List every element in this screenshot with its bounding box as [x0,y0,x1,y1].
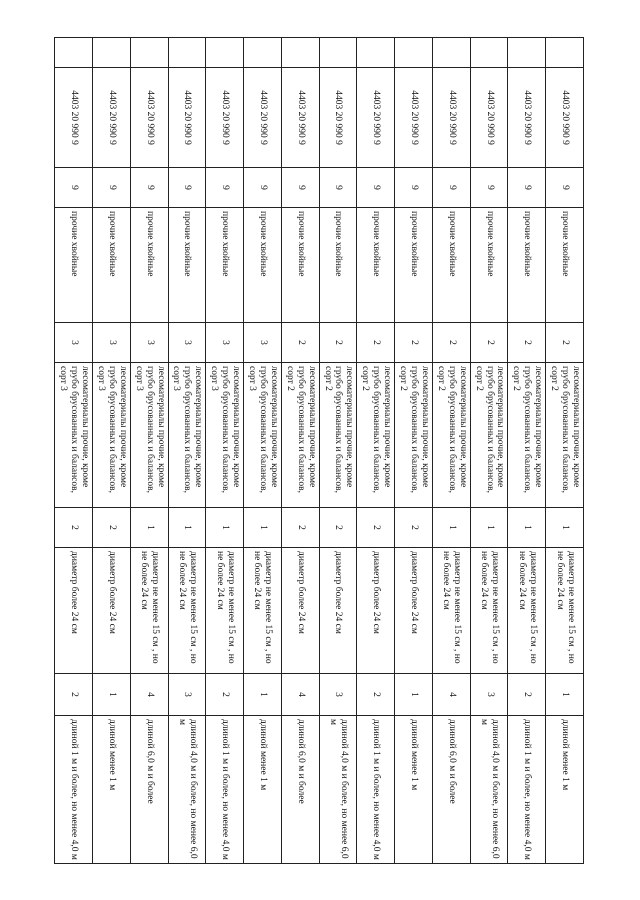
grade-cell: 2 [470,323,508,363]
commodity-code-cell: 4403 20 990 9 [130,68,168,168]
blank-cell [130,38,168,68]
blank-cell [470,38,508,68]
diameter-cell: диаметр не менее 15 см , но не более 24 см [130,548,168,674]
table-row [281,38,319,864]
blank-cell [395,38,433,68]
length-group-cell: 4 [432,674,470,716]
subgroup-cell: 9 [319,168,357,208]
blank-cell [432,38,470,68]
grade-cell: 3 [55,323,93,363]
material-cell: лесоматериалы прочие, кроме грубо брусованных и балансов, сорт 2 [470,363,508,508]
length-cell: длиной 6,0 м и более [130,716,168,864]
grade-cell: 2 [432,323,470,363]
length-group-cell: 2 [206,674,244,716]
commodity-code-cell: 4403 20 990 9 [281,68,319,168]
table-row [470,38,508,864]
material-cell: лесоматериалы прочие, кроме грубо брусованных и балансов, сорт 2 [546,363,584,508]
length-group-cell: 2 [357,674,395,716]
length-group-cell: 4 [130,674,168,716]
table-row [319,38,357,864]
subgroup-cell: 9 [244,168,282,208]
length-group-cell: 3 [168,674,206,716]
blank-cell [244,38,282,68]
subgroup-cell: 9 [281,168,319,208]
length-cell: длиной 1 м и более, но менее 4,0 м [357,716,395,864]
commodity-code-cell: 4403 20 990 9 [470,68,508,168]
commodity-code-cell: 4403 20 990 9 [93,68,131,168]
material-cell: лесоматериалы прочие, кроме грубо брусованных и балансов, сорт 3 [93,363,131,508]
length-cell: длиной менее 1 м [395,716,433,864]
material-cell: лесоматериалы прочие, кроме грубо брусованных и балансов, сорт 2 [357,363,395,508]
species-cell: прочие хвойные [206,208,244,323]
grade-cell: 2 [395,323,433,363]
length-cell: длиной 1 м и более, но менее 4,0 м [206,716,244,864]
species-cell: прочие хвойные [130,208,168,323]
grade-cell: 2 [508,323,546,363]
classification-table [54,37,584,864]
table-row [432,38,470,864]
species-cell: прочие хвойные [244,208,282,323]
material-cell: лесоматериалы прочие, кроме грубо брусованных и балансов, сорт 3 [244,363,282,508]
diameter-cell: диаметр не менее 15 см , но не более 24 см [206,548,244,674]
commodity-code-cell: 4403 20 990 9 [206,68,244,168]
diameter-cell: диаметр не менее 15 см , но не более 24 см [168,548,206,674]
length-group-cell: 4 [281,674,319,716]
material-cell: лесоматериалы прочие, кроме грубо брусованных и балансов, сорт 3 [130,363,168,508]
commodity-code-cell: 4403 20 990 9 [395,68,433,168]
diameter-group-cell: 1 [432,508,470,548]
subgroup-cell: 9 [546,168,584,208]
length-group-cell: 3 [470,674,508,716]
commodity-code-cell: 4403 20 990 9 [546,68,584,168]
diameter-group-cell: 2 [55,508,93,548]
diameter-group-cell: 1 [546,508,584,548]
length-group-cell: 1 [93,674,131,716]
subgroup-cell: 9 [55,168,93,208]
blank-cell [168,38,206,68]
table-row [93,38,131,864]
subgroup-cell: 9 [432,168,470,208]
commodity-code-cell: 4403 20 990 9 [508,68,546,168]
species-cell: прочие хвойные [508,208,546,323]
blank-cell [281,38,319,68]
length-cell: длиной 6,0 м и более [281,716,319,864]
species-cell: прочие хвойные [432,208,470,323]
grade-cell: 2 [319,323,357,363]
subgroup-cell: 9 [508,168,546,208]
diameter-cell: диаметр более 24 см [357,548,395,674]
length-cell: длиной 4,0 м и более, но менее 6,0 м [319,716,357,864]
table-row [244,38,282,864]
material-cell: лесоматериалы прочие, кроме грубо брусованных и балансов, сорт 2 [432,363,470,508]
diameter-group-cell: 2 [93,508,131,548]
length-cell: длиной менее 1 м [546,716,584,864]
material-cell: лесоматериалы прочие, кроме грубо брусованных и балансов, сорт 2 [395,363,433,508]
length-cell: длиной менее 1 м [244,716,282,864]
blank-cell [93,38,131,68]
diameter-group-cell: 2 [281,508,319,548]
diameter-group-cell: 1 [168,508,206,548]
length-group-cell: 2 [55,674,93,716]
species-cell: прочие хвойные [93,208,131,323]
grade-cell: 3 [206,323,244,363]
material-cell: лесоматериалы прочие, кроме грубо брусованных и балансов, сорт 3 [168,363,206,508]
length-group-cell: 1 [395,674,433,716]
diameter-group-cell: 1 [244,508,282,548]
diameter-group-cell: 2 [395,508,433,548]
blank-cell [55,38,93,68]
table-row [130,38,168,864]
diameter-cell: диаметр более 24 см [55,548,93,674]
commodity-code-cell: 4403 20 990 9 [357,68,395,168]
species-cell: прочие хвойные [470,208,508,323]
rotated-table-frame [58,37,584,863]
diameter-cell: диаметр не менее 15 см , но не более 24 см [470,548,508,674]
diameter-group-cell: 2 [319,508,357,548]
diameter-cell: диаметр более 24 см [319,548,357,674]
grade-cell: 2 [281,323,319,363]
table-row [206,38,244,864]
length-group-cell: 1 [244,674,282,716]
table-row [357,38,395,864]
subgroup-cell: 9 [395,168,433,208]
length-group-cell: 2 [508,674,546,716]
table-row [395,38,433,864]
species-cell: прочие хвойные [357,208,395,323]
subgroup-cell: 9 [93,168,131,208]
blank-cell [206,38,244,68]
commodity-code-cell: 4403 20 990 9 [432,68,470,168]
species-cell: прочие хвойные [281,208,319,323]
material-cell: лесоматериалы прочие, кроме грубо брусованных и балансов, сорт 3 [55,363,93,508]
commodity-code-cell: 4403 20 990 9 [168,68,206,168]
diameter-cell: диаметр не менее 15 см , но не более 24 см [244,548,282,674]
table-row [55,38,93,864]
blank-cell [319,38,357,68]
material-cell: лесоматериалы прочие, кроме грубо брусованных и балансов, сорт 2 [508,363,546,508]
blank-cell [357,38,395,68]
species-cell: прочие хвойные [546,208,584,323]
grade-cell: 3 [244,323,282,363]
length-group-cell: 1 [546,674,584,716]
commodity-code-cell: 4403 20 990 9 [319,68,357,168]
commodity-code-cell: 4403 20 990 9 [55,68,93,168]
table-row [508,38,546,864]
diameter-cell: диаметр не менее 15 см , но не более 24 см [508,548,546,674]
diameter-cell: диаметр более 24 см [395,548,433,674]
length-cell: длиной 6,0 м и более [432,716,470,864]
length-cell: длиной 1 м и более, но менее 4,0 м [508,716,546,864]
diameter-cell: диаметр более 24 см [93,548,131,674]
grade-cell: 2 [357,323,395,363]
species-cell: прочие хвойные [319,208,357,323]
blank-cell [508,38,546,68]
length-cell: длиной 1 м и более, но менее 4,0 м [55,716,93,864]
length-cell: длиной менее 1 м [93,716,131,864]
species-cell: прочие хвойные [168,208,206,323]
grade-cell: 3 [93,323,131,363]
subgroup-cell: 9 [168,168,206,208]
length-group-cell: 3 [319,674,357,716]
subgroup-cell: 9 [357,168,395,208]
length-cell: длиной 4,0 м и более, но менее 6,0 м [168,716,206,864]
material-cell: лесоматериалы прочие, кроме грубо брусованных и балансов, сорт 2 [281,363,319,508]
subgroup-cell: 9 [470,168,508,208]
table-row [546,38,584,864]
blank-cell [546,38,584,68]
diameter-group-cell: 2 [357,508,395,548]
diameter-cell: диаметр более 24 см [281,548,319,674]
grade-cell: 2 [546,323,584,363]
table-row [168,38,206,864]
material-cell: лесоматериалы прочие, кроме грубо брусованных и балансов, сорт 2 [319,363,357,508]
subgroup-cell: 9 [206,168,244,208]
diameter-group-cell: 1 [508,508,546,548]
grade-cell: 3 [168,323,206,363]
grade-cell: 3 [130,323,168,363]
commodity-code-cell: 4403 20 990 9 [244,68,282,168]
species-cell: прочие хвойные [395,208,433,323]
length-cell: длиной 4,0 м и более, но менее 6,0 м [470,716,508,864]
diameter-group-cell: 1 [130,508,168,548]
diameter-group-cell: 1 [470,508,508,548]
material-cell: лесоматериалы прочие, кроме грубо брусованных и балансов, сорт 3 [206,363,244,508]
subgroup-cell: 9 [130,168,168,208]
diameter-cell: диаметр не менее 15 см , но не более 24 см [432,548,470,674]
species-cell: прочие хвойные [55,208,93,323]
diameter-group-cell: 1 [206,508,244,548]
diameter-cell: диаметр не менее 15 см , но не более 24 см [546,548,584,674]
